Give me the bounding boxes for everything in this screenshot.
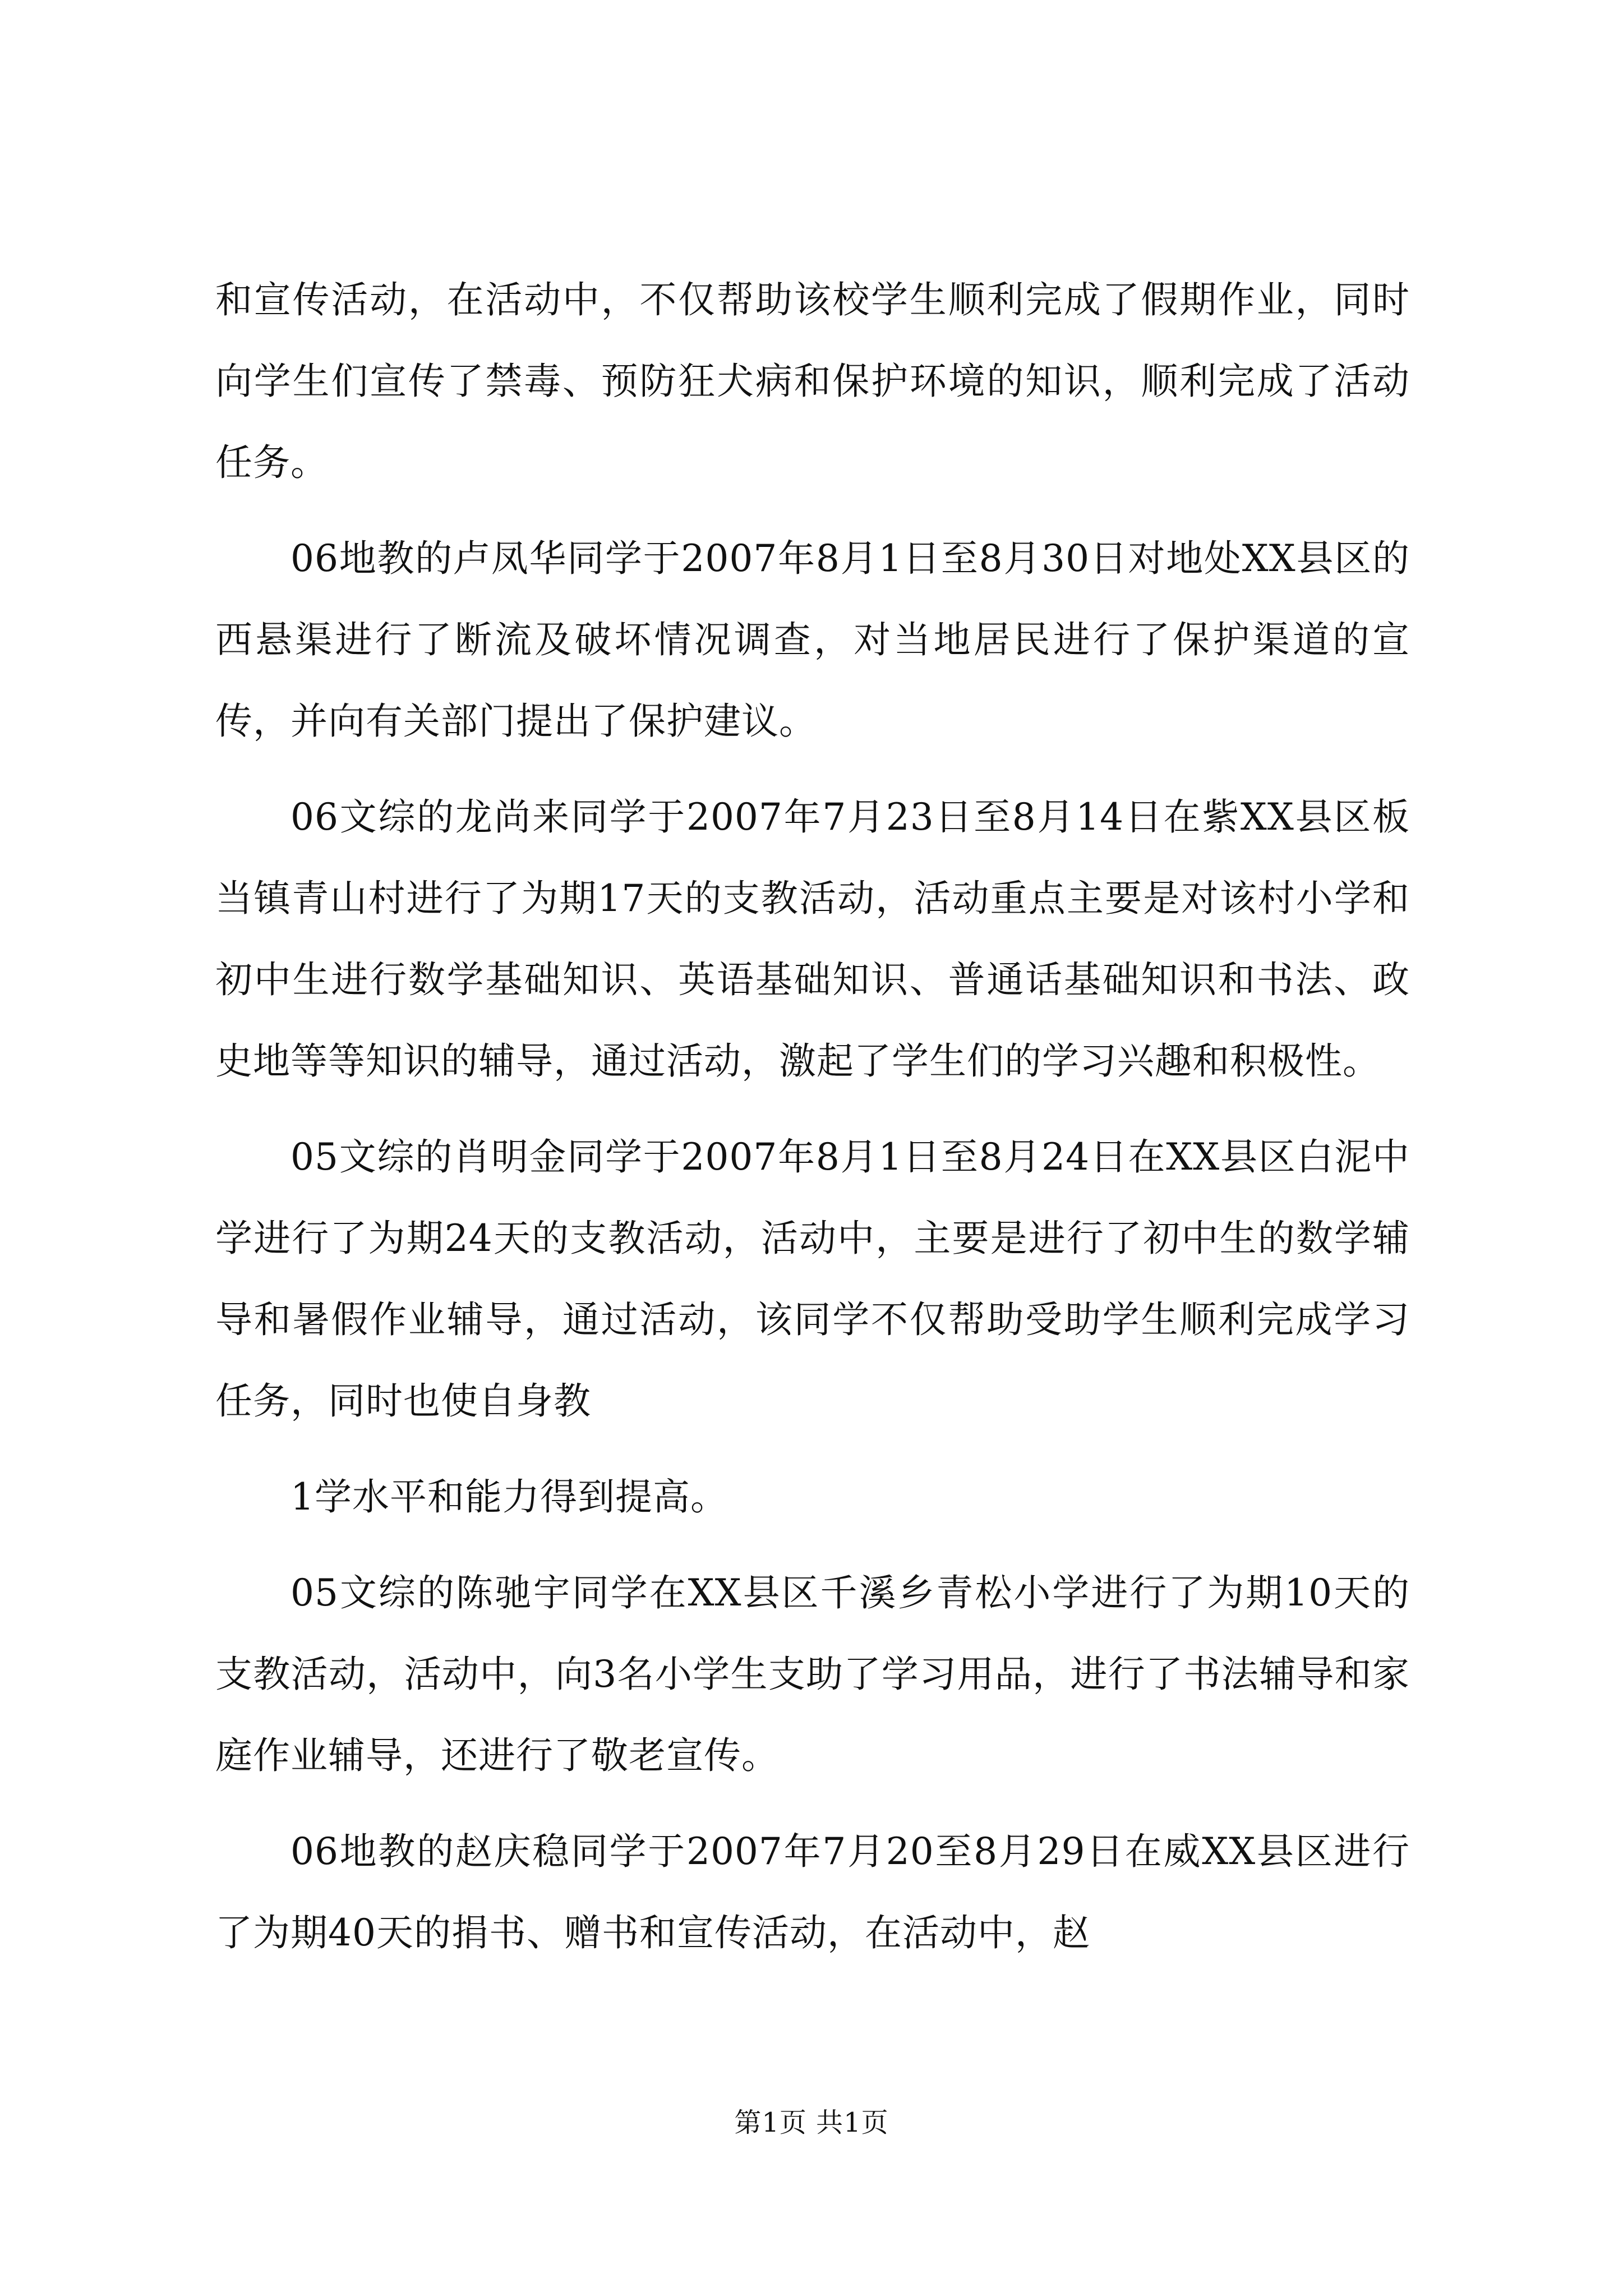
paragraph-lu-fenghua: 06地教的卢凤华同学于2007年8月1日至8月30日对地处XX县区的西悬渠进行了断流及破坏情况调查，对当地居民进行了保护渠道的宣传，并向有关部门提出了保护建议。 [215, 537, 1410, 743]
paragraph-chen-chiyu: 05文综的陈驰宇同学在XX县区千溪乡青松小学进行了为期10天的支教活动，活动中，向3名小学生支助了学习用品，进行了书法辅导和家庭作业辅导，还进行了敬老宣传。 [215, 1571, 1410, 1777]
document-body [215, 259, 1410, 1988]
paragraph-zhao-qingwen: 06地教的赵庆稳同学于2007年7月20至8月29日在威XX县区进行了为期40天的捐书、赠书和宣传活动，在活动中，赵 [215, 1830, 1410, 1954]
page-footer: 第1页 共1页 [734, 2107, 889, 2138]
paragraph-fragment: 1学水平和能力得到提高。 [291, 1475, 728, 1519]
paragraph-long-shanglai: 06文综的龙尚来同学于2007年7月23日至8月14日在紫XX县区板当镇青山村进行了为期17天的支教活动，活动重点主要是对该村小学和初中生进行数学基础知识、英语基础知识、普通话基础知识和书法、政史地等等知识的辅导，通过活动，激起了学生们的学习兴趣和积极性。 [215, 795, 1410, 1083]
paragraph-continued: 和宣传活动，在活动中，不仅帮助该校学生顺利完成了假期作业，同时向学生们宣传了禁毒、预防狂犬病和保护环境的知识，顺利完成了活动任务。 [215, 278, 1410, 484]
paragraph-xiao-mingjin: 05文综的肖明金同学于2007年8月1日至8月24日在XX县区白泥中学进行了为期24天的支教活动，活动中，主要是进行了初中生的数学辅导和暑假作业辅导，通过活动，该同学不仅帮助受助学生顺利完成学习任务，同时也使自身教 [215, 1135, 1410, 1423]
